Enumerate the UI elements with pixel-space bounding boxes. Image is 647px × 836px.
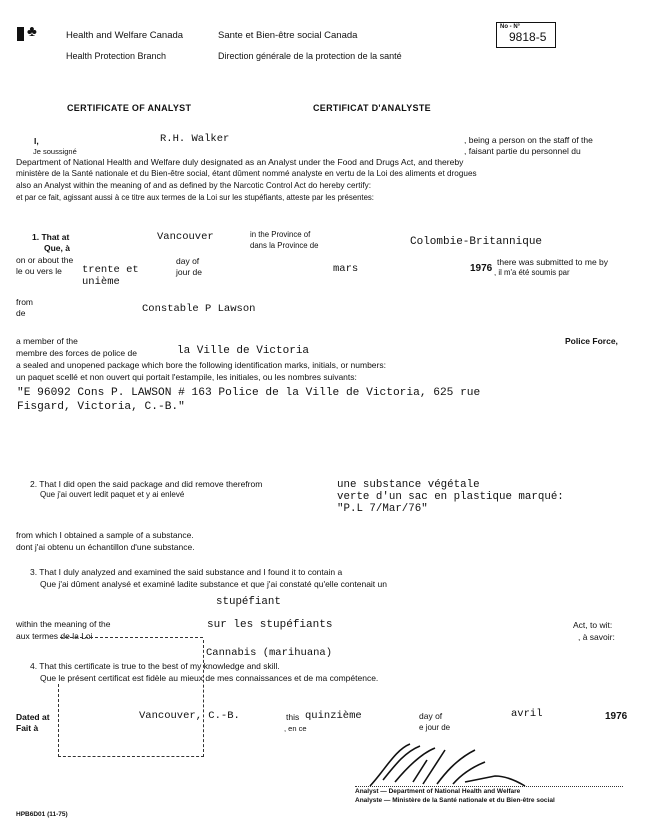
form-code: HPB6D01 (11-75)	[16, 811, 68, 818]
analyst-name: R.H. Walker	[160, 133, 230, 145]
dated-at-en: Dated at	[16, 712, 50, 722]
dept-name-en: Health and Welfare Canada	[66, 30, 184, 41]
s2-value-line-2: verte d'un sac en plastique marqué:	[337, 491, 564, 503]
s4-label-en: 4. That this certificate is true to the best of my knowledge and skill.	[30, 661, 280, 671]
s1-member-fr: membre des forces de police de	[16, 348, 137, 358]
intro-line-3: also an Analyst within the meaning of and as defined by the Narcotic Control Act do hereby certify:	[16, 181, 371, 190]
s1-submitter: Constable P Lawson	[142, 303, 256, 315]
dated-day: quinzième	[305, 710, 362, 722]
branch-name-fr: Direction générale de la protection de la santé	[218, 51, 402, 61]
dated-at-fr: Fait à	[16, 723, 39, 733]
intro-i-en: I,	[34, 136, 39, 146]
s1-on-about-fr: le ou vers le	[16, 266, 62, 276]
dated-this-fr: , en ce	[284, 724, 307, 733]
intro-line-2: ministère de la Santé nationale et du Bien-être social, étant dûment nommé analyste en vertu de la Loi des aliments et drogues	[16, 169, 477, 178]
s1-police-force: la Ville de Victoria	[177, 345, 310, 357]
s1-from-en: from	[16, 297, 33, 307]
s3-substance: Cannabis (marihuana)	[206, 647, 333, 659]
dated-day-of-fr: e jour de	[419, 723, 451, 732]
dated-this-en: this	[286, 712, 300, 722]
stamp-edge-left	[58, 684, 60, 757]
signature-caption-fr: Analyste — Ministère de la Santé nationale et du Bien-être social	[355, 797, 555, 804]
s2-sample-en: from which I obtained a sample of a substance.	[16, 530, 194, 540]
s2-value-line-1: une substance végétale	[337, 479, 480, 491]
s1-day-line-2: unième	[82, 276, 120, 288]
s1-month: mars	[333, 263, 359, 275]
document-number-label: No - N°	[500, 24, 521, 30]
intro-i-fr: Je soussigné	[33, 147, 77, 156]
s3-found: stupéfiant	[216, 596, 281, 608]
s3-label-fr: Que j'ai dûment analysé et examiné ladite substance et que j'ai constaté qu'elle contenait un	[40, 579, 387, 589]
s1-submitted-en: there was submitted to me by	[497, 257, 609, 267]
s2-value-line-3: "P.L 7/Mar/76"	[337, 503, 428, 515]
s3-act-name: sur les stupéfiants	[207, 619, 333, 631]
s1-that-at-en: 1. That at	[32, 232, 70, 242]
s1-marks-line-2: Fisgard, Victoria, C.-B."	[17, 401, 185, 413]
title-en: CERTIFICATE OF ANALYST	[67, 103, 192, 113]
s1-that-at-fr: Que, à	[44, 243, 70, 253]
s3-label-en: 3. That I duly analyzed and examined the said substance and I found it to contain a	[30, 567, 343, 577]
s1-province: Colombie-Britannique	[410, 236, 543, 248]
intro-line-1: Department of National Health and Welfare duly designated as an Analyst under the Food and Drugs Act, and thereby	[16, 157, 464, 167]
branch-name-en: Health Protection Branch	[66, 51, 167, 61]
signature-line	[355, 786, 623, 787]
dated-place: Vancouver, C.-B.	[139, 710, 240, 722]
s1-year: 1976	[470, 263, 493, 274]
stamp-edge-right	[203, 640, 205, 757]
s4-label-fr: Que le présent certificat est fidèle au mieux de mes connaissances et de ma compétence.	[40, 673, 379, 683]
intro-staff-en: , being a person on the staff of the	[464, 135, 593, 145]
dept-name-fr: Sante et Bien-être social Canada	[218, 30, 358, 41]
document-number-box	[496, 22, 556, 48]
s2-sample-fr: dont j'ai obtenu un échantillon d'une substance.	[16, 542, 195, 552]
s1-province-label-en: in the Province of	[250, 230, 311, 239]
s1-package-fr: un paquet scellé et non ouvert qui portait l'estampile, les initiales, ou les nombres suivants:	[16, 372, 357, 382]
s3-act-wit-en: Act, to wit:	[573, 620, 613, 630]
s1-day-of-fr: jour de	[176, 267, 202, 277]
canada-flag-bar-icon	[17, 27, 24, 41]
maple-leaf-icon: ♣	[27, 23, 37, 40]
s1-on-about-en: on or about the	[16, 255, 74, 265]
s3-within-en: within the meaning of the	[16, 619, 111, 629]
s1-city: Vancouver	[157, 231, 214, 243]
dated-month: avril	[511, 708, 543, 720]
document-number: 9818-5	[509, 30, 547, 44]
s1-day-line-1: trente et	[82, 264, 139, 276]
s1-marks-line-1: "E 96092 Cons P. LAWSON # 163 Police de la Ville de Victoria, 625 rue	[17, 387, 481, 399]
stamp-edge-top	[60, 637, 203, 639]
s1-province-label-fr: dans la Province de	[250, 241, 319, 250]
s1-from-fr: de	[16, 308, 26, 318]
s1-member-en: a member of the	[16, 336, 78, 346]
signature-caption-en: Analyst — Department of National Health and Welfare	[355, 788, 521, 795]
s1-day-of-en: day of	[176, 256, 200, 266]
s3-within-fr: aux termes de la Loi	[16, 631, 93, 641]
s1-package-en: a sealed and unopened package which bore the following identification marks, initials, or numbers:	[16, 360, 386, 370]
s3-act-wit-fr: , à savoir:	[578, 632, 615, 642]
handwritten-signature-icon	[365, 740, 535, 790]
s1-police-force-label: Police Force,	[565, 336, 618, 346]
s2-label-fr: Que j'ai ouvert ledit paquet et y ai enlevé	[40, 490, 185, 499]
s1-submitted-fr: , il m'a été soumis par	[494, 268, 570, 277]
s2-label-en: 2. That I did open the said package and did remove therefrom	[30, 479, 263, 489]
intro-line-4: et par ce fait, agissant aussi à ce titre aux termes de la Loi sur les stupéfiants, atteste par les présentes:	[16, 193, 374, 202]
title-fr: CERTIFICAT D'ANALYSTE	[313, 103, 431, 113]
intro-staff-fr: , faisant partie du personnel du	[464, 146, 581, 156]
stamp-edge-bottom	[58, 756, 204, 758]
dated-day-of-en: day of	[419, 711, 443, 721]
dated-year: 1976	[605, 711, 628, 722]
